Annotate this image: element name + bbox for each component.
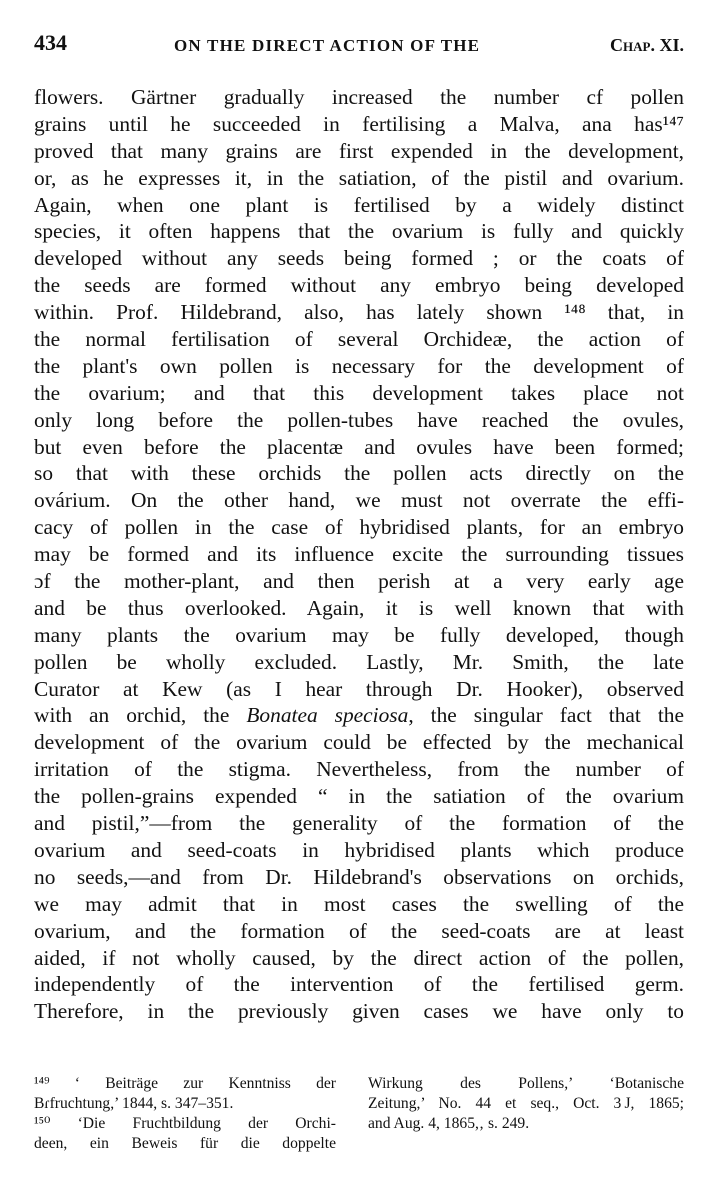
text-line: developed without any seeds being formed ; or the coats of — [34, 246, 684, 271]
text-line: we may admit that in most cases the swelling of the — [34, 891, 684, 916]
footnote-line: Bɾfruchtung,’ 1844, s. 347–351. — [34, 1095, 234, 1112]
text-line: or, as he expresses it, in the satiation, of the pistil and ovarium. — [34, 165, 684, 190]
text-line: ɔf the mother-plant, and then perish at a very early age — [34, 569, 684, 594]
text-line: no seeds,—and from Dr. Hildebrand's observations on orchids, — [34, 864, 684, 889]
text-line: the normal fertilisation of several Orchideæ, the action of — [34, 327, 684, 352]
text-line: cacy of pollen in the case of hybridised plants, for an embryo — [34, 515, 684, 540]
text-line: species, it often happens that the ovarium is fully and quickly — [34, 219, 684, 244]
footnote-line: ¹⁴⁹ ‘ Beiträge zur Kenntniss der — [34, 1075, 336, 1092]
text-line: but even before the placentæ and ovules have been formed; — [34, 434, 684, 459]
text-line: Therefore, in the previously given cases we have only to — [34, 999, 684, 1024]
text-line: so that with these orchids the pollen acts directly on the — [34, 461, 684, 486]
text-line: with an orchid, the Bonatea speciosa, the singular fact that the — [34, 703, 684, 728]
text-line: aided, if not wholly caused, by the direct action of the pollen, — [34, 945, 684, 970]
page-number: 434 — [34, 30, 67, 55]
species-name: Bonatea speciosa — [246, 703, 409, 728]
text-line: ovarium and seed-coats in hybridised plants which produce — [34, 837, 684, 862]
text-line: and be thus overlooked. Again, it is well known that with — [34, 595, 684, 620]
text-line: development of the ovarium could be effected by the mechanical — [34, 730, 684, 755]
body-text — [34, 84, 684, 1025]
text-line: may be formed and its influence excite the surrounding tissues — [34, 542, 684, 567]
text-line: proved that many grains are first expended in the development, — [34, 138, 684, 163]
text-line: many plants the ovarium may be fully developed, though — [34, 622, 684, 647]
footnote-line: ¹⁵⁰ ‘Die Fruchtbildung der Orchi- — [34, 1115, 336, 1132]
text-line: pollen be wholly excluded. Lastly, Mr. Smith, the late — [34, 649, 684, 674]
text-line: irritation of the stigma. Nevertheless, from the number of — [34, 757, 684, 782]
running-title: ON THE DIRECT ACTION OF THE — [174, 36, 481, 55]
footnote-column-left — [34, 1074, 336, 1154]
text-line: grains until he succeeded in fertilising a Malva, ana has¹⁴⁷ — [34, 111, 684, 136]
footnote-line: Zeitung,’ No. 44 et seq., Oct. 3 J, 1865; — [368, 1095, 684, 1112]
text-line: Again, when one plant is fertilised by a widely distinct — [34, 192, 684, 217]
footnote-line: deen, ein Beweis für die doppelte — [34, 1135, 336, 1152]
text-line: the ovarium; and that this development takes place not — [34, 380, 684, 405]
text-line: independently of the intervention of the fertilised germ. — [34, 972, 684, 997]
text-line: the seeds are formed without any embryo being developed — [34, 273, 684, 298]
page-header — [34, 30, 684, 62]
footnote-column-right — [368, 1074, 684, 1134]
text-line: only long before the pollen-tubes have reached the ovules, — [34, 407, 684, 432]
text-line: ovarium, and the formation of the seed-coats are at least — [34, 918, 684, 943]
text-line: the pollen-grains expended “ in the satiation of the ovarium — [34, 784, 684, 809]
footnotes — [34, 1074, 684, 1164]
text-line: within. Prof. Hildebrand, also, has lately shown ¹⁴⁸ that, in — [34, 300, 684, 325]
footnote-line: Wirkung des Pollens,’ ‘Botanische — [368, 1075, 684, 1092]
text-line: the plant's own pollen is necessary for the development of — [34, 353, 684, 378]
text-line: ovárium. On the other hand, we must not overrate the effi- — [34, 488, 684, 513]
chapter-label: Chap. XI. — [610, 35, 684, 55]
footnote-line: and Aug. 4, 1865,‚ s. 249. — [368, 1115, 530, 1132]
text-line: and pistil,”—from the generality of the formation of the — [34, 811, 684, 836]
text-line: Curator at Kew (as I hear through Dr. Hooker), observed — [34, 676, 684, 701]
text-line: flowers. Gärtner gradually increased the number cf pollen — [34, 85, 684, 109]
